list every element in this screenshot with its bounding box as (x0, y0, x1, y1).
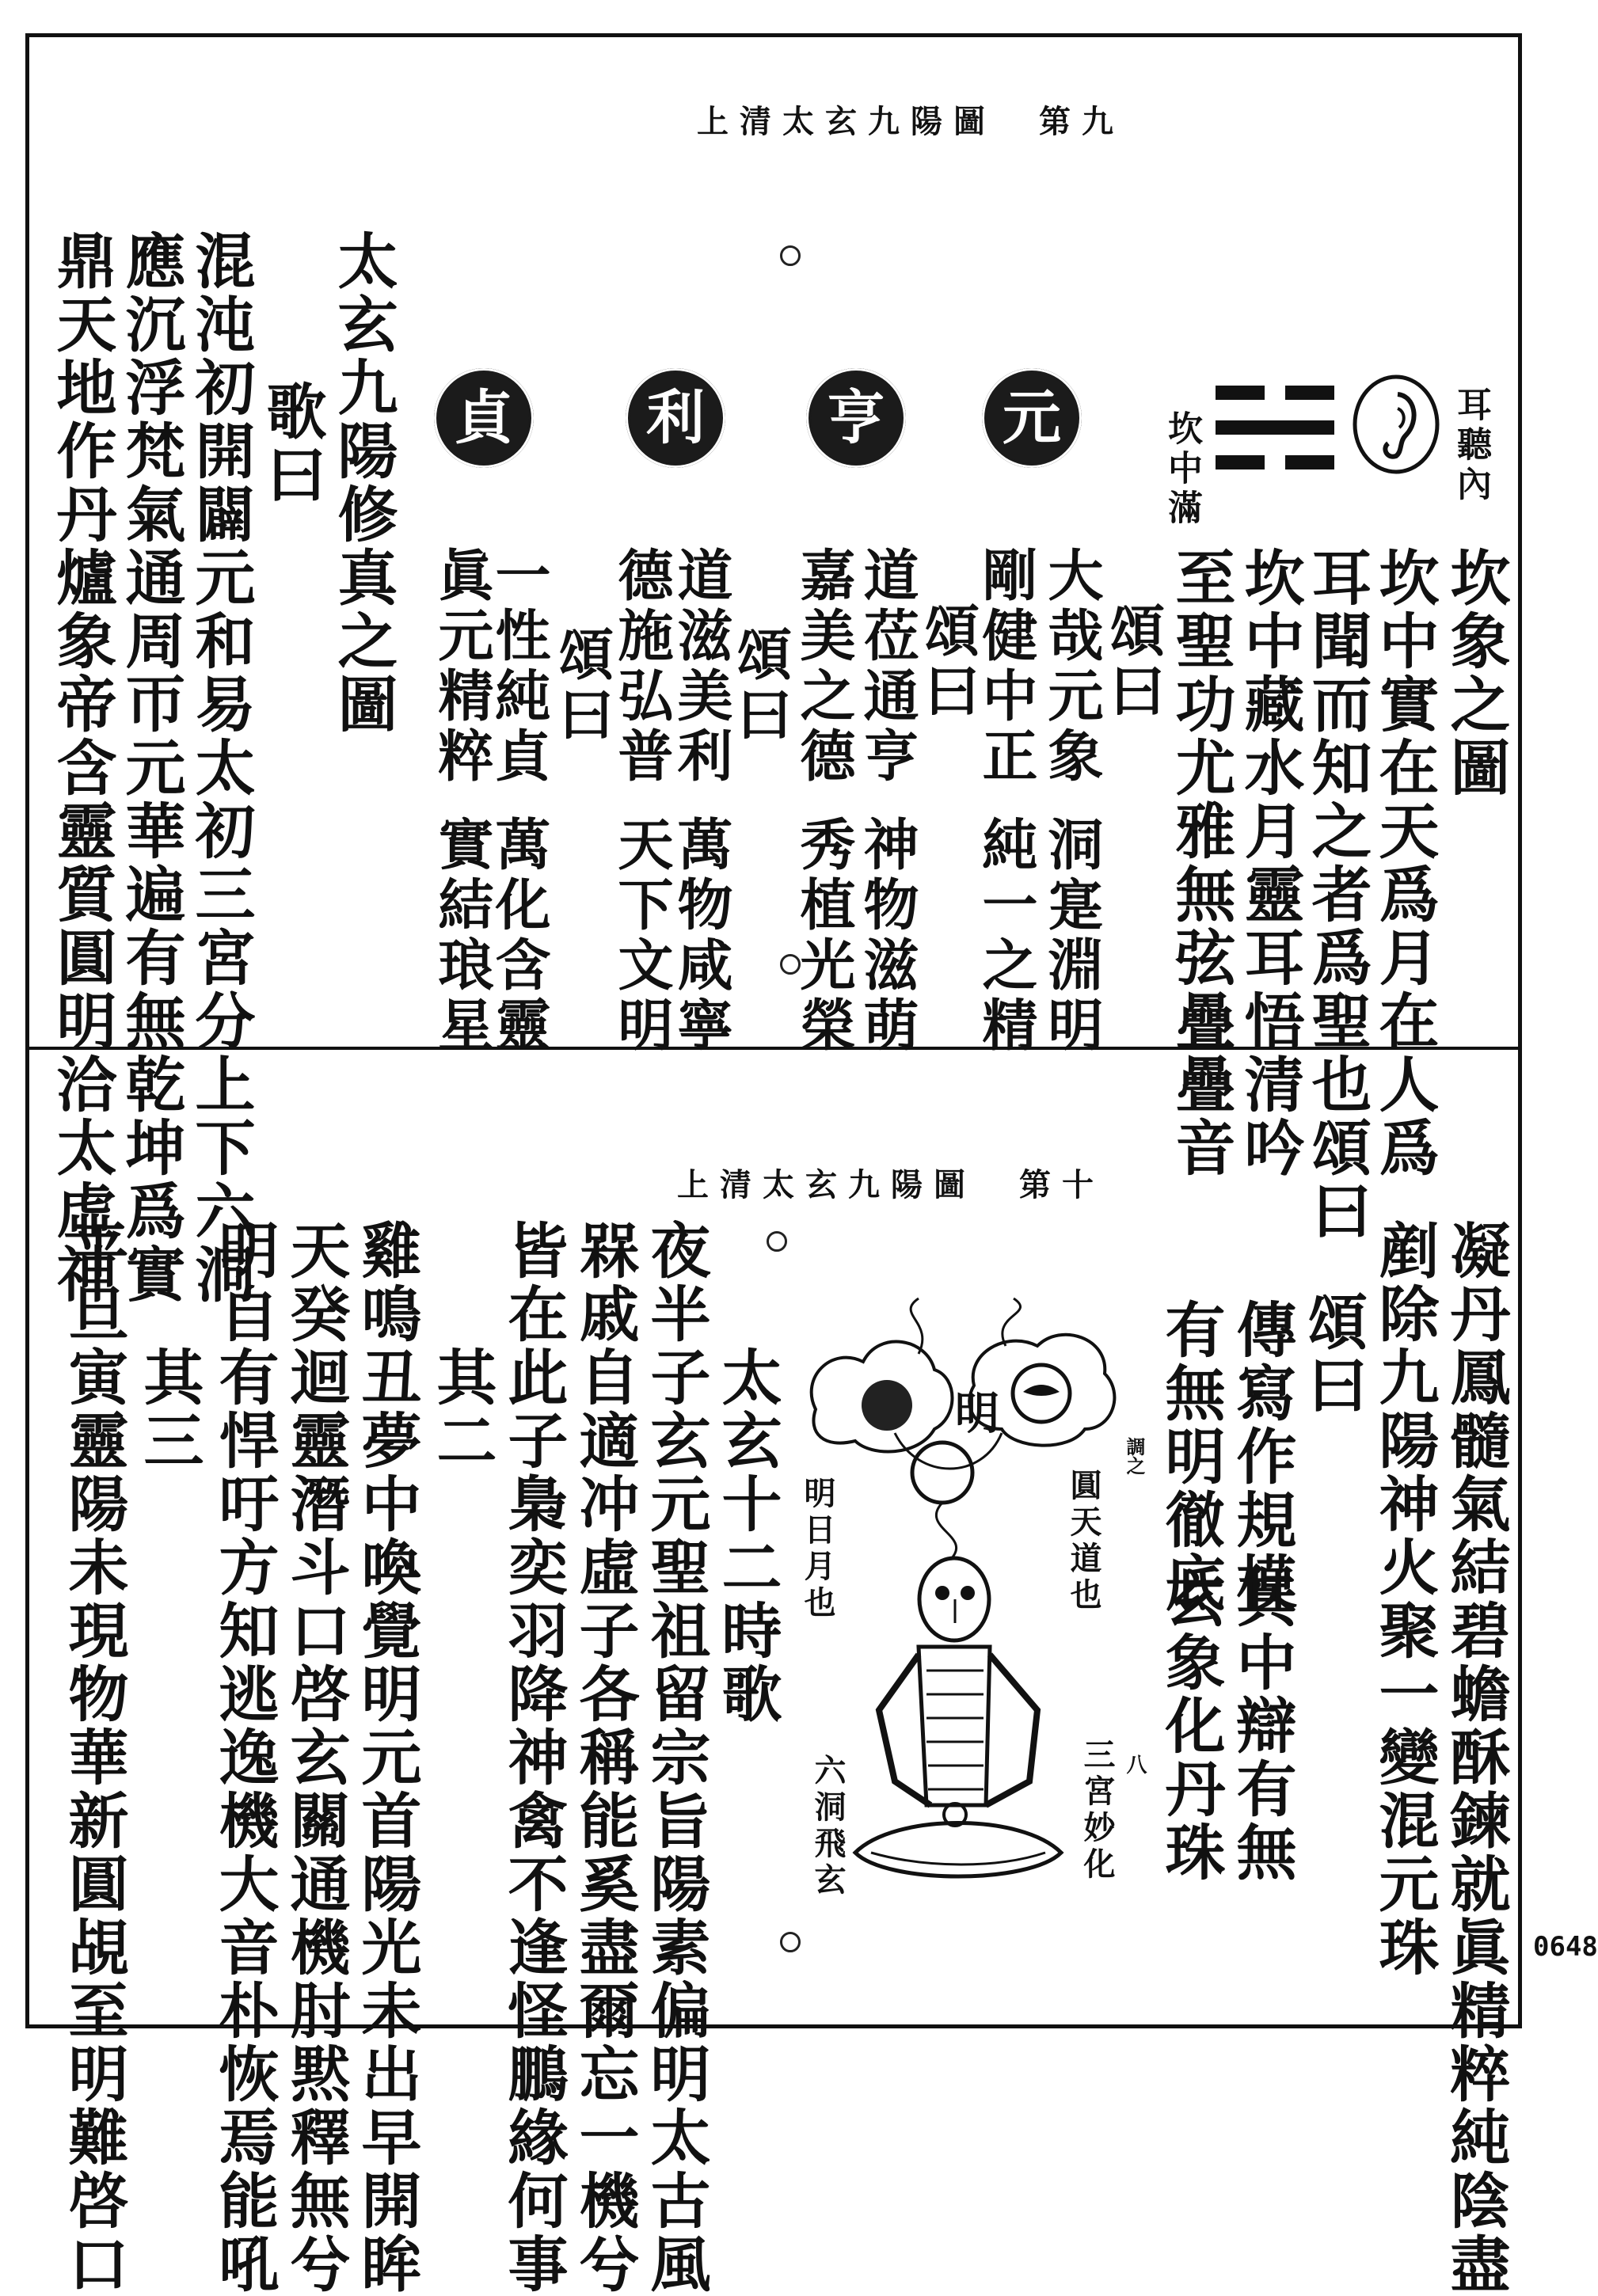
verse-label: 頌曰 (728, 625, 793, 746)
verse-line: 大哉元象 (1039, 546, 1105, 787)
binding-hole (780, 245, 801, 266)
song-line: 應沉浮梵氣通周帀元華遍有無乾坤爲實 (116, 230, 186, 1306)
verse-line: 天下文明 (609, 815, 675, 1056)
kan-trigram-icon (1216, 384, 1334, 471)
figure-label-liu-dong: 六洞飛玄 (809, 1754, 847, 1899)
verse-line: 洞寔淵明 (1039, 815, 1105, 1056)
bottom-header: 上清太玄九陽圖 第十 (677, 1166, 1105, 1203)
verse-line: 有無明徹底 (1155, 1298, 1226, 1615)
verse-line: 一性純貞 (486, 546, 552, 787)
song-line: 鼎天地作丹爐象帝含靈質圓明洽太虛神 (47, 230, 117, 1306)
song-line: 槑戚自適冲虛子各稱能奚盡爾忘一機兮 (569, 1219, 640, 2296)
kan-label: 坎中滿 (1162, 410, 1202, 529)
verse-line: 萬化含靈 (486, 815, 552, 1056)
disc-li: 利 (626, 368, 725, 468)
disc-heng: 亨 (806, 368, 906, 468)
song-title: 太玄十二時歌 (712, 1346, 782, 1726)
verse-label: 頌曰 (1298, 1291, 1368, 1417)
song-line: 混沌初開闢元和易太初三宮分上下六洞 (185, 230, 256, 1306)
verse-label: 頌曰 (550, 625, 615, 746)
verse-line: 剛健中正 (973, 546, 1039, 787)
verse-line: 玄象化丹珠 (1155, 1568, 1226, 1884)
section-label: 其二 (427, 1346, 497, 1473)
figure-small-note: 調之 (1123, 1437, 1146, 1475)
ear-label: 耳聽內 (1451, 386, 1491, 505)
verse-label: 頌曰 (1101, 602, 1166, 722)
disc-yuan: 元 (982, 368, 1082, 468)
verse-line: 道莅通亨 (854, 546, 920, 787)
verse-line: 德施弘普 (609, 546, 675, 787)
verse-line: 道滋美利 (668, 546, 734, 787)
kan-text-line: 坎中實在天爲月在人爲 (1369, 546, 1440, 1180)
verse-line: 眞元精粹 (429, 546, 495, 787)
song-line: 明自有悍吁方知逃逸機大音朴恢焉能吼 (209, 1219, 280, 2296)
verse-line: 純一之精 (973, 815, 1039, 1056)
song-line: 夜半子玄元聖祖留宗旨陽素偏明太古風 (641, 1219, 711, 2296)
song-line: 平旦寅靈陽未現物華新圓覘至明難啓口 (59, 1219, 129, 2296)
verse-label: 頌曰 (915, 602, 981, 722)
song-label: 歌曰 (257, 380, 327, 507)
kan-text-line: 坎中藏水月靈耳悟清吟 (1235, 546, 1305, 1180)
ear-icon (1350, 372, 1442, 477)
verse-line: 實結琅星 (429, 815, 495, 1056)
verse-line: 秀植光榮 (791, 815, 857, 1056)
figure-label-ming-riyue: 明日月也 (799, 1477, 836, 1622)
verse-line: 神物滋萌 (854, 815, 920, 1056)
top-title: 太玄九陽修真之圖 (328, 230, 398, 736)
figure-small-note: 八 (1123, 1754, 1147, 1774)
binding-hole (780, 1932, 801, 1952)
top-header: 上清太玄九陽圖 第九 (697, 103, 1124, 140)
intro-line: 凝丹鳳髓氣結碧蟾酥鍊就眞精粹純陰盡 (1440, 1219, 1511, 2296)
figure-label-san-gong: 三宮妙化 (1079, 1738, 1116, 1884)
song-line: 皆在此子梟奕羽降神禽不逢怪鵬緣何事 (498, 1219, 569, 2296)
section-label: 其三 (134, 1346, 204, 1473)
figure-label-ming: 明 (948, 1389, 1000, 1434)
verse-line: 嘉美之德 (791, 546, 857, 787)
kan-text-line: 至聖功尤雅無弦疊疊音 (1166, 546, 1236, 1180)
disc-zhen: 貞 (434, 368, 534, 468)
page-number: 0648 (1533, 1931, 1598, 1963)
kan-text-line: 耳聞而知之者爲聖也頌曰 (1302, 546, 1372, 1243)
binding-hole (767, 1231, 787, 1252)
verse-line: 傳寫作規模 (1227, 1298, 1297, 1615)
song-line: 雞鳴丑夢中喚覺明元首陽光未出早開眸 (352, 1219, 422, 2296)
kan-title: 坎象之圖 (1440, 546, 1511, 800)
verse-line: 萬物咸寧 (668, 815, 734, 1056)
verse-line: 其中辯有無 (1227, 1568, 1297, 1884)
song-line: 天癸迴靈潛斗口啓玄關通機肘黙釋無兮 (280, 1219, 351, 2296)
intro-line: 剷除九陽神火聚一變混元珠 (1369, 1219, 1440, 1979)
figure-label-yuan-tian: 圓天道也 (1065, 1469, 1102, 1614)
